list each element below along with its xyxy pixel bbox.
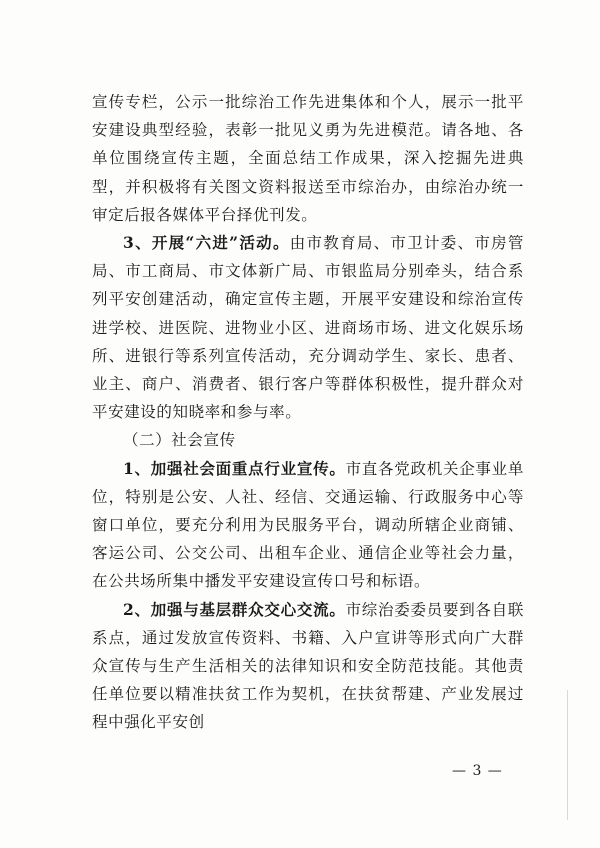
- paragraph-key-industries-lead: 1、加强社会面重点行业宣传。: [123, 458, 346, 478]
- paragraph-grassroots-exchange-lead: 2、加强与基层群众交心交流。: [123, 599, 346, 619]
- paragraph-six-entries: [92, 229, 524, 426]
- paragraph-propaganda-column: 宣传专栏，公示一批综治工作先进集体和个人，展示一批平安建设典型经验，表彰一批见义勇为先进模范。请各地、各单位围绕宣传主题，全面总结工作成果，深入挖掘先进典型，并积极将有关图文资料报送至市综治办，由综治办统一审定后报各媒体平台择优刊发。: [92, 93, 524, 224]
- paragraph-grassroots-exchange: [92, 596, 524, 737]
- paragraph-six-entries-body: 由市教育局、市卫计委、市房管局、市工商局、市文体新广局、市银监局分别牵头，结合系列平安创建活动，确定宣传主题，开展平安建设和综治宣传进学校、进医院、进物业小区、进商场市场、进文化娱乐场所、进银行等系列宣传活动，充分调动学生、家长、患者、业主、商户、消费者、银行客户等群体积极性，提升群众对平安建设的知晓率和参与率。: [92, 234, 525, 422]
- document-body: [92, 88, 524, 737]
- section-heading-social-publicity: （二）社会宣传: [123, 431, 236, 450]
- paragraph-key-industries-body: 市直各党政机关企事业单位，特别是公安、人社、经信、交通运输、行政服务中心等窗口单位，要充分利用为民服务平台，调动所辖企业商铺、客运公司、公交公司、出租车企业、通信企业等社会力量，在公共场所集中播发平安建设宣传口号和标语。: [92, 459, 524, 591]
- paragraph-key-industries: [92, 455, 524, 596]
- paragraph-six-entries-lead: 3、开展“六进”活动。: [123, 233, 290, 253]
- scan-margin-line: [567, 690, 568, 820]
- page-number: — 3 —: [452, 763, 503, 779]
- paragraph-grassroots-exchange-body: 市综治委委员要到各自联系点，通过发放宣传资料、书籍、入户宣讲等形式向广大群众宣传与生产生活相关的法律知识和安全防范技能。其他责任单位要以精准扶贫工作为契机，在扶贫帮建、产业发展过程中强化平安创: [92, 600, 524, 732]
